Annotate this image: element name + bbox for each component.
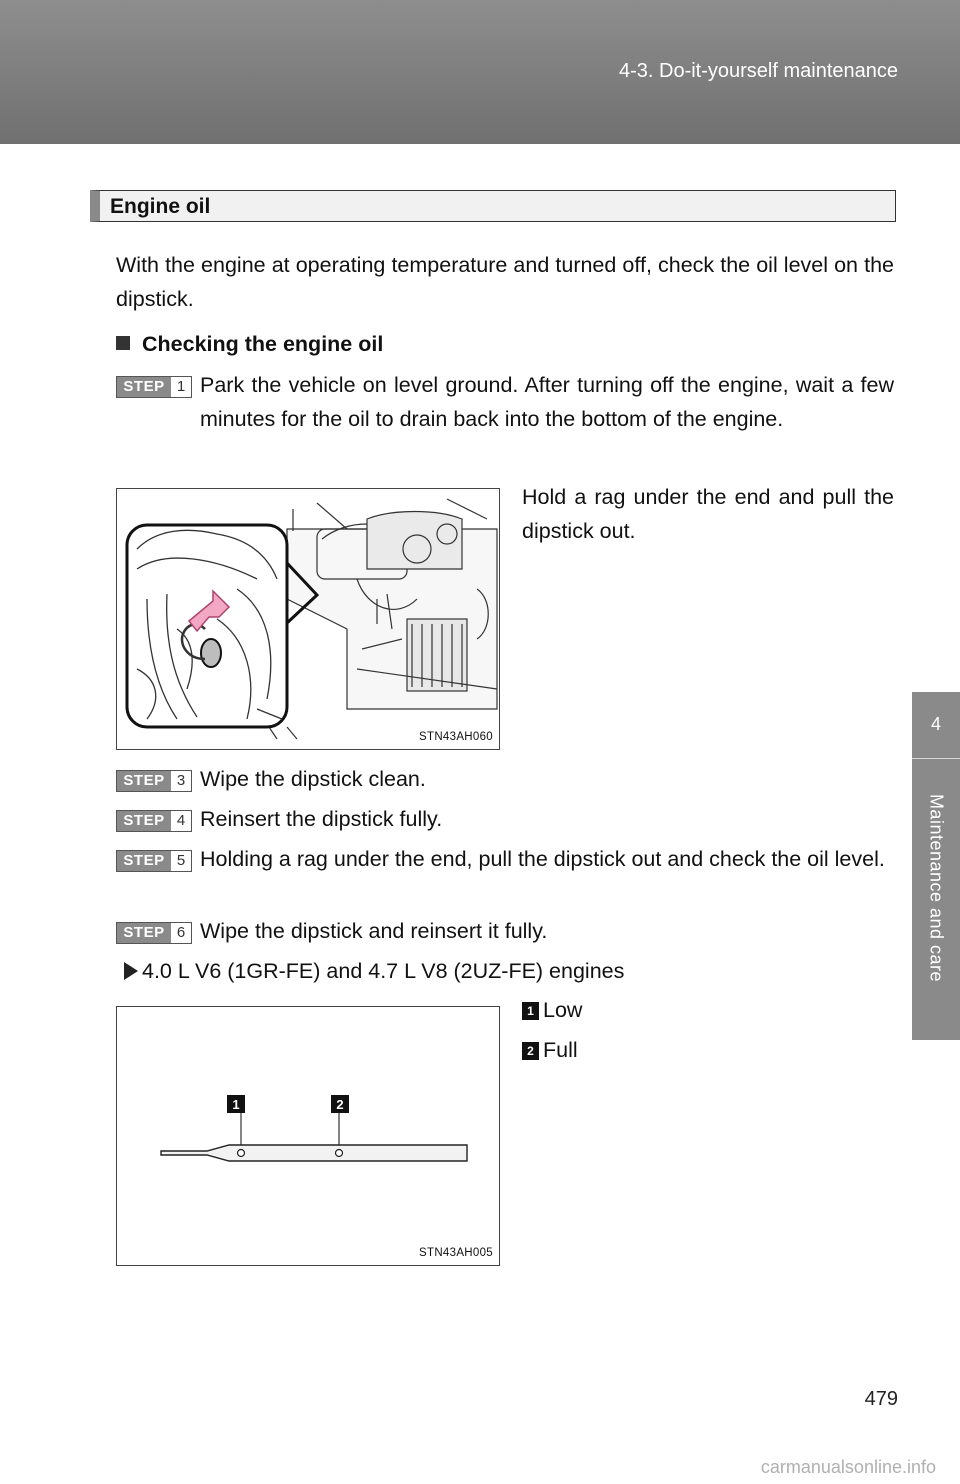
- triangle-bullet-icon: [124, 962, 138, 980]
- step-text-4: Reinsert the dipstick fully.: [200, 807, 443, 831]
- step-text-2: Hold a rag under the end and pull the dipstick out.: [522, 485, 894, 543]
- step-number: 1: [171, 377, 191, 397]
- section-title: Engine oil: [110, 195, 211, 218]
- low-mark-point: [238, 1150, 245, 1157]
- step-word: STEP: [117, 771, 171, 791]
- step-badge-5: [116, 850, 192, 872]
- figure-code: STN43AH060: [419, 731, 493, 743]
- step-number: 3: [171, 771, 191, 791]
- chapter-side-tab[interactable]: [912, 692, 960, 1040]
- step-text-1: Park the vehicle on level ground. After turning off the engine, wait a few minutes for the oil to drain back into the bottom of the engine.: [200, 373, 894, 431]
- dipstick-figure: [116, 1006, 500, 1266]
- page-number: 479: [864, 1388, 898, 1410]
- step-text-5: Holding a rag under the end, pull the dipstick out and check the oil level.: [200, 847, 885, 871]
- step-number: 6: [171, 923, 191, 943]
- step-text-6: Wipe the dipstick and reinsert it fully.: [200, 919, 548, 943]
- watermark[interactable]: carmanualsonline.info: [760, 1457, 936, 1477]
- step-text-3: Wipe the dipstick clean.: [200, 767, 426, 791]
- legend-number-badge: 1: [522, 1002, 539, 1020]
- step-word: STEP: [117, 377, 171, 397]
- chapter-label: Maintenance and care: [926, 793, 947, 983]
- figure-code: STN43AH005: [419, 1247, 493, 1259]
- engine-variant-text: 4.0 L V6 (1GR-FE) and 4.7 L V8 (2UZ-FE) engines: [142, 959, 625, 983]
- chapter-number: 4: [930, 714, 941, 734]
- engine-variant-note: [124, 954, 894, 988]
- full-marker-number: 2: [336, 1097, 344, 1112]
- step-number: 4: [171, 811, 191, 831]
- subheading-text: Checking the engine oil: [142, 332, 384, 356]
- dipstick-illustration: [117, 1007, 500, 1266]
- step-badge-4: [116, 810, 192, 832]
- legend-label: Full: [543, 1038, 578, 1062]
- legend-number-badge: 2: [522, 1042, 539, 1060]
- subheading: [116, 332, 383, 357]
- legend-full: [522, 1038, 578, 1063]
- full-mark-point: [336, 1150, 343, 1157]
- dipstick-shape: [161, 1145, 467, 1161]
- legend-low: [522, 998, 582, 1023]
- step-word: STEP: [117, 811, 171, 831]
- square-bullet-icon: [116, 336, 130, 350]
- intro-paragraph: With the engine at operating temperature and turned off, check the oil level on the dipstick.: [116, 253, 894, 311]
- step-badge-6: [116, 922, 192, 944]
- engine-figure: [116, 488, 500, 750]
- step-badge-1: [116, 376, 192, 398]
- header-section-title: 4-3. Do-it-yourself maintenance: [618, 60, 898, 82]
- section-heading-box: [90, 190, 896, 222]
- low-marker-number: 1: [232, 1097, 240, 1112]
- step-word: STEP: [117, 923, 171, 943]
- step-badge-3: [116, 770, 192, 792]
- step-number: 5: [171, 851, 191, 871]
- legend-label: Low: [543, 998, 583, 1022]
- engine-illustration: [117, 489, 500, 750]
- step-word: STEP: [117, 851, 171, 871]
- header-band: [0, 0, 960, 144]
- side-tab-divider: [912, 758, 960, 759]
